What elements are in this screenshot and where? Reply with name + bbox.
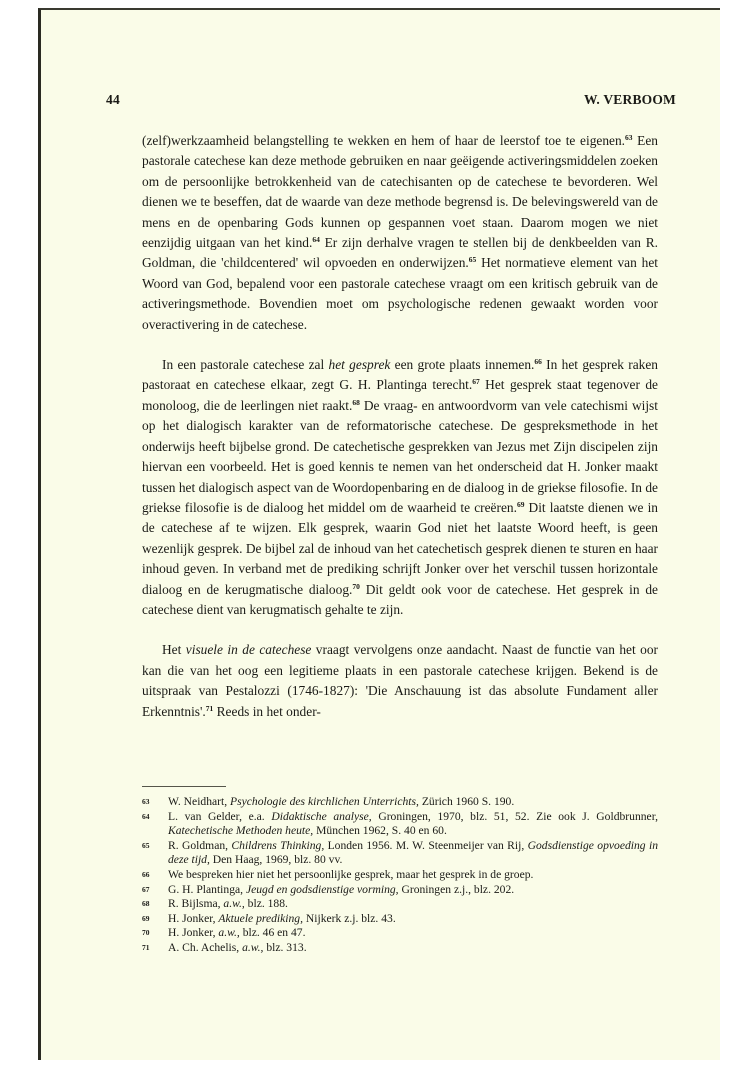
- footnote-number: 70: [142, 928, 150, 938]
- footnote-ref: 70: [352, 581, 360, 591]
- footnote-67: [142, 883, 658, 898]
- text-run: De vraag- en antwoordvorm van vele catechismi wijst op het dialogisch karakter van de reformatorische catechese. De gespreksmethode in het onderwijs heeft bijbelse grond. De catechetische gesprekken van Jezus met Zijn discipelen zijn hiervan een voorbeeld. Het is goed kennis te nemen van het onderscheid dat H. Jonker maakt tussen het dialogisch aspect van de Woordopenbaring en de dialoog in de griekse filosofie. In de griekse filosofie is de dialoog het middel om de waarheid te creëren.: [142, 397, 658, 515]
- footnote-65: [142, 839, 658, 868]
- text-run: Het normatieve element van het Woord van God, bepalend voor een pastorale catechese vraagt om een kritisch gebruik van de activeringsmethode. Bovendien moet om psychologische redenen gewaakt worden voor overactivering in de catechese.: [142, 255, 658, 332]
- text-run: een grote plaats innemen.: [390, 357, 535, 373]
- text-run: G. H. Plantinga,: [168, 882, 246, 896]
- footnote-number: 71: [142, 942, 150, 952]
- text-run: Dit geldt ook voor de catechese. Het gesprek in de catechese dient van kerugmatisch gehalte te zijn.: [142, 581, 658, 617]
- text-run: Het gesprek staat tegenover de monoloog, die de leerlingen niet raakt.: [142, 377, 659, 413]
- emphasis: Didaktische analyse,: [271, 809, 372, 823]
- text-run: R. Bijlsma,: [168, 897, 224, 911]
- footnote-ref: 63: [625, 133, 633, 142]
- text-run: Groningen, 1970, blz. 51, 52. Zie ook J. Goldbrunner,: [371, 809, 658, 823]
- footnote-ref: 65: [468, 255, 477, 265]
- text-run: Den Haag, 1969, blz. 80 vv.: [209, 853, 343, 867]
- emphasis: Katechetische Methoden heute,: [168, 824, 314, 838]
- emphasis: a.w.,: [223, 897, 245, 911]
- text-run: Nijkerk z.j. blz. 43.: [302, 911, 396, 925]
- footnote-ref: 66: [534, 357, 542, 367]
- text-run: München 1962, S. 40 en 60.: [313, 824, 447, 838]
- footnote-number: 67: [142, 884, 150, 894]
- text-run: H. Jonker,: [168, 926, 219, 940]
- text-run: Reeds in het onder-: [213, 703, 321, 719]
- footnote-number: 65: [142, 840, 150, 850]
- text-run: Een pastorale catechese kan deze methode gebruiken en naar geëigende activeringsmiddelen zoeken om de persoonlijke betrokkenheid van de catechisanten op de catechese te bevorderen. Wel dienen we te beseffen, dat de waarde van deze methode begrensd is. De belevingswereld van de mens en de openbaring Gods kunnen op gespannen voet staan. Daarom mogen we niet eenzijdig uitgaan van het kind.: [142, 133, 659, 251]
- footnote-number: 69: [142, 913, 150, 923]
- body-text: [142, 131, 658, 722]
- text-run: Het: [162, 642, 186, 658]
- text-run: Londen 1956. M. W. Steenmeijer van Rij,: [324, 838, 528, 852]
- emphasis: Childrens Thinking,: [231, 838, 325, 852]
- text-run: H. Jonker,: [168, 911, 219, 925]
- footnote-ref: 69: [516, 499, 525, 509]
- emphasis: a.w.,: [242, 940, 264, 954]
- footnote-66: [142, 868, 658, 883]
- footnote-69: [142, 912, 658, 927]
- footnote-number: 66: [142, 869, 150, 879]
- text-run: Groningen z.j., blz. 202.: [398, 882, 515, 896]
- footnote-number: 63: [142, 797, 150, 806]
- footnote-ref: 67: [472, 377, 480, 387]
- text-run: Zürich 1960 S. 190.: [418, 795, 515, 808]
- emphasis: Aktuele prediking,: [218, 911, 303, 925]
- text-run: R. Goldman,: [168, 838, 232, 852]
- footnote-64: [142, 810, 658, 839]
- footnote-ref: 68: [352, 397, 360, 407]
- emphasis: visuele in de catechese: [185, 642, 312, 658]
- text-run: W. Neidhart,: [168, 795, 231, 808]
- text-run: vraagt vervolgens onze aandacht. Naast de functie van het oor kan die van het oog een legitieme plaats in een pastorale catechese krijgen. Bekend is de uitspraak van Pestalozzi (1746-1827): 'Die Anschauung ist das absolute Fundament aller Erkenntnis'.: [142, 642, 658, 719]
- page-number: 44: [106, 92, 120, 107]
- text-run: A. Ch. Achelis,: [168, 940, 243, 954]
- emphasis: het gesprek: [328, 357, 391, 373]
- footnote-68: [142, 897, 658, 912]
- paragraph-3: [142, 640, 658, 722]
- emphasis: Psychologie des kirchlichen Unterrichts,: [230, 795, 419, 808]
- text-run: In het gesprek raken pastoraat en catechese elkaar, zegt G. H. Plantinga terecht.: [142, 357, 659, 393]
- paragraph-2: [142, 355, 658, 620]
- footnote-ref: 71: [205, 703, 214, 713]
- footnote-divider: [142, 786, 226, 787]
- footnote-number: 68: [142, 899, 150, 909]
- text-run: Dit laatste dienen we in de catechese af te wijzen. Elk gesprek, waarin God niet het laatste Woord heeft, is geen wezenlijk gesprek. De bijbel zal de inhoud van het catechetisch gesprek dienen te sturen en haar inhoud geven. In verband met de prediking schrijft Jonker over het verschil tussen horizontale dialoog en de kerugmatische dialoog.: [142, 499, 658, 597]
- text-run: We bespreken hier niet het persoonlijke gesprek, maar het gesprek in de groep.: [168, 867, 534, 881]
- running-head-author: W. VERBOOM: [583, 92, 676, 107]
- running-head: [106, 92, 676, 110]
- emphasis: Jeugd en godsdienstige vorming,: [245, 882, 399, 896]
- text-run: blz. 313.: [263, 940, 307, 954]
- footnote-70: [142, 926, 658, 941]
- footnote-number: 64: [142, 811, 150, 821]
- text-run: blz. 46 en 47.: [239, 926, 306, 940]
- text-run: In een pastorale catechese zal: [162, 357, 329, 373]
- paragraph-1: [142, 131, 658, 335]
- footnotes: [142, 795, 658, 956]
- footnote-ref: 64: [312, 235, 320, 245]
- text-run: L. van Gelder, e.a.: [168, 809, 272, 823]
- emphasis: Godsdienstige opvoeding in deze tijd,: [168, 838, 658, 867]
- text-run: (zelf)werkzaamheid belangstelling te wekken en hem of haar de leerstof toe te eigenen.: [142, 133, 626, 148]
- text-run: Er zijn derhalve vragen te stellen bij de denkbeelden van R. Goldman, die 'childcentered' wil opvoeden en onderwijzen.: [142, 235, 658, 271]
- footnote-71: [142, 941, 658, 956]
- emphasis: a.w.,: [218, 926, 240, 940]
- text-run: blz. 188.: [244, 897, 288, 911]
- footnote-63: [142, 795, 658, 810]
